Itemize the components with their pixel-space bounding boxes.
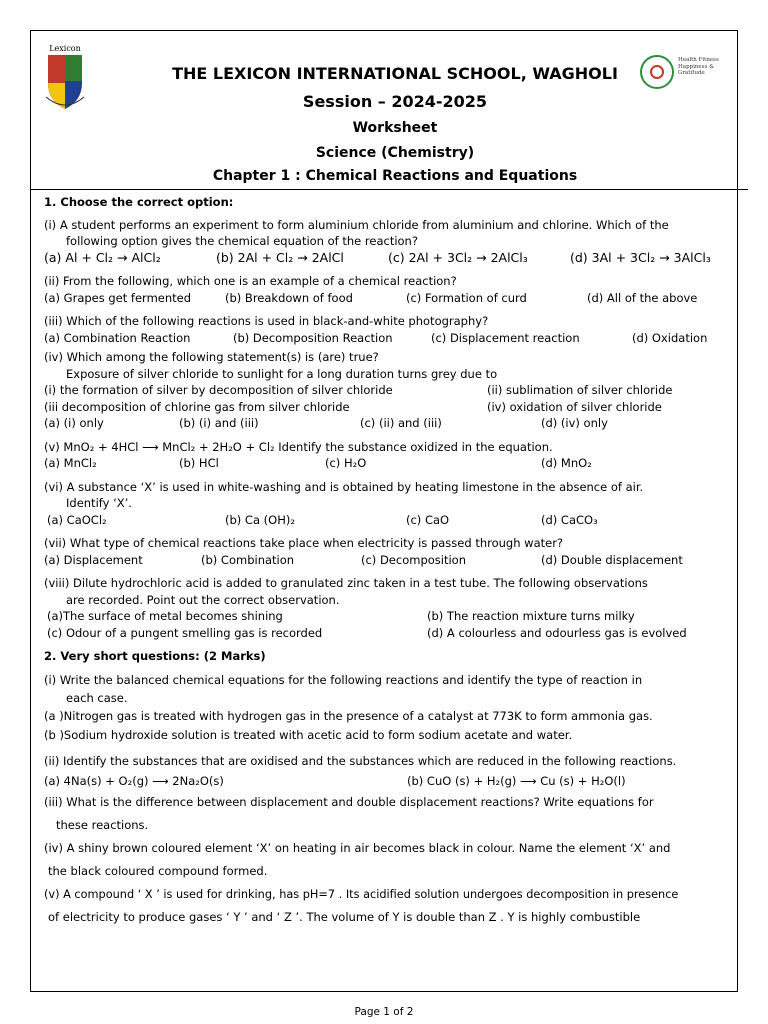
question-text: (iii) What is the difference between displacement and double displacement reactions? Write equations for: [44, 794, 654, 809]
question-text: Exposure of silver chloride to sunlight for a long duration turns grey due to: [66, 366, 498, 381]
statement: (ii) sublimation of silver chloride: [487, 383, 673, 397]
logo-label: Lexicon: [49, 44, 81, 53]
option: (a)The surface of metal becomes shining: [47, 609, 283, 623]
wellness-logo-text: Health Fitness Happiness & Gratitude: [678, 57, 719, 76]
section-title: 2. Very short questions: (2 Marks): [44, 649, 266, 663]
worksheet-body: [44, 194, 738, 929]
question-text: (iv) Which among the following statement(s) is (are) true?: [44, 350, 379, 364]
school-logo: [40, 44, 90, 114]
question-text: Identify ‘X’.: [66, 496, 132, 510]
question-text: these reactions.: [56, 817, 149, 832]
statement: (iii decomposition of chlorine gas from silver chloride: [44, 399, 350, 414]
question-text: (i) Write the balanced chemical equations for the following reactions and identify the type of reaction in: [44, 672, 643, 687]
option: (d) 3Al + 3Cl₂ → 3AlCl₃: [570, 249, 711, 265]
option: (b) Ca (OH)₂: [225, 512, 295, 527]
question-text: (ii) From the following, which one is an example of a chemical reaction?: [44, 274, 457, 288]
option: (a) Displacement: [44, 552, 143, 567]
option: (d) MnO₂: [541, 456, 592, 470]
option: (a) (i) only: [44, 416, 104, 430]
page-number: Page 1 of 2: [354, 1006, 414, 1018]
option: (c) CaO: [406, 512, 450, 527]
option: (d) Oxidation: [632, 330, 708, 345]
option: (b) Decomposition Reaction: [233, 330, 393, 345]
option: (d) All of the above: [587, 290, 698, 305]
option: (c) Odour of a pungent smelling gas is recorded: [47, 625, 323, 640]
option: (c) Decomposition: [361, 552, 466, 567]
sub-question: (b )Sodium hydroxide solution is treated with acetic acid to form sodium acetate and water.: [44, 727, 573, 742]
option: (b) 2Al + Cl₂ → 2AlCl: [216, 249, 344, 265]
option: (a) Combination Reaction: [44, 330, 191, 345]
school-name: THE LEXICON INTERNATIONAL SCHOOL, WAGHOLI: [172, 64, 618, 83]
question-text: (vii) What type of chemical reactions take place when electricity is passed through water?: [44, 536, 564, 550]
header-divider: [30, 189, 748, 190]
option: (c) (ii) and (iii): [360, 416, 442, 430]
question-text: each case.: [66, 690, 128, 705]
option: (c) H₂O: [325, 456, 367, 470]
sub-question: (a) 4Na(s) + O₂(g) ⟶ 2Na₂O(s): [44, 773, 224, 788]
question-text: (vi) A substance ‘X’ is used in white-washing and is obtained by heating limestone in the absence of air.: [44, 479, 644, 494]
option: (a) Al + Cl₂ → AlCl₂: [44, 249, 161, 265]
section-title: 1. Choose the correct option:: [44, 195, 234, 209]
question-text: the black coloured compound formed.: [48, 863, 268, 878]
question-text: of electricity to produce gases ‘ Y ’ and ‘ Z ’. The volume of Y is double than Z . Y is highly combustible: [48, 909, 641, 924]
option: (d) (iv) only: [541, 416, 608, 430]
statement: (iv) oxidation of silver chloride: [487, 399, 662, 414]
option: (b) (i) and (iii): [179, 416, 259, 430]
option: (b) Combination: [201, 552, 295, 567]
session: Session – 2024-2025: [302, 92, 488, 111]
option: (d) CaCO₃: [541, 512, 598, 527]
question-text: (viii) Dilute hydrochloric acid is added to granulated zinc taken in a test tube. The following observations: [44, 576, 648, 590]
question-text: (iii) Which of the following reactions is used in black-and-white photography?: [44, 314, 489, 328]
question-text: (i) A student performs an experiment to form aluminium chloride from aluminium and chlorine. Which of the: [44, 217, 669, 232]
question-text: (v) A compound ‘ X ’ is used for drinking, has pH=7 . Its acidified solution undergoes decomposition in presence: [44, 887, 679, 901]
option: (b) HCl: [179, 456, 219, 470]
option: (d) A colourless and odourless gas is evolved: [427, 625, 687, 640]
sub-question: (a )Nitrogen gas is treated with hydrogen gas in the presence of a catalyst at 773K to form ammonia gas.: [44, 708, 653, 723]
option: (a) CaOCl₂: [47, 512, 107, 527]
question-text: (ii) Identify the substances that are oxidised and the substances which are reduced in the following reactions.: [44, 753, 677, 768]
option: (d) Double displacement: [541, 552, 683, 567]
question-text: (v) MnO₂ + 4HCl ⟶ MnCl₂ + 2H₂O + Cl₂ Identify the substance oxidized in the equation.: [44, 439, 553, 454]
option: (b) Breakdown of food: [225, 290, 353, 305]
worksheet-title: Worksheet: [352, 120, 438, 136]
option: (c) Formation of curd: [406, 290, 527, 305]
sub-question: (b) CuO (s) + H₂(g) ⟶ Cu (s) + H₂O(l): [407, 773, 626, 788]
chapter-title: Chapter 1 : Chemical Reactions and Equations: [212, 168, 578, 184]
option: (a) MnCl₂: [44, 456, 97, 470]
question-text: are recorded. Point out the correct observation.: [66, 592, 340, 607]
option: (b) The reaction mixture turns milky: [427, 609, 635, 623]
option: (c) Displacement reaction: [431, 330, 580, 345]
statement: (i) the formation of silver by decomposition of silver chloride: [44, 383, 393, 397]
subject: Science (Chemistry): [315, 145, 475, 161]
option: (c) 2Al + 3Cl₂ → 2AlCl₃: [388, 249, 528, 265]
option: (a) Grapes get fermented: [44, 290, 192, 305]
question-text: following option gives the chemical equation of the reaction?: [66, 234, 418, 248]
crest-icon: [40, 53, 90, 111]
question-text: (iv) A shiny brown coloured element ‘X’ on heating in air becomes black in colour. Name the element ‘X’ and: [44, 840, 671, 855]
